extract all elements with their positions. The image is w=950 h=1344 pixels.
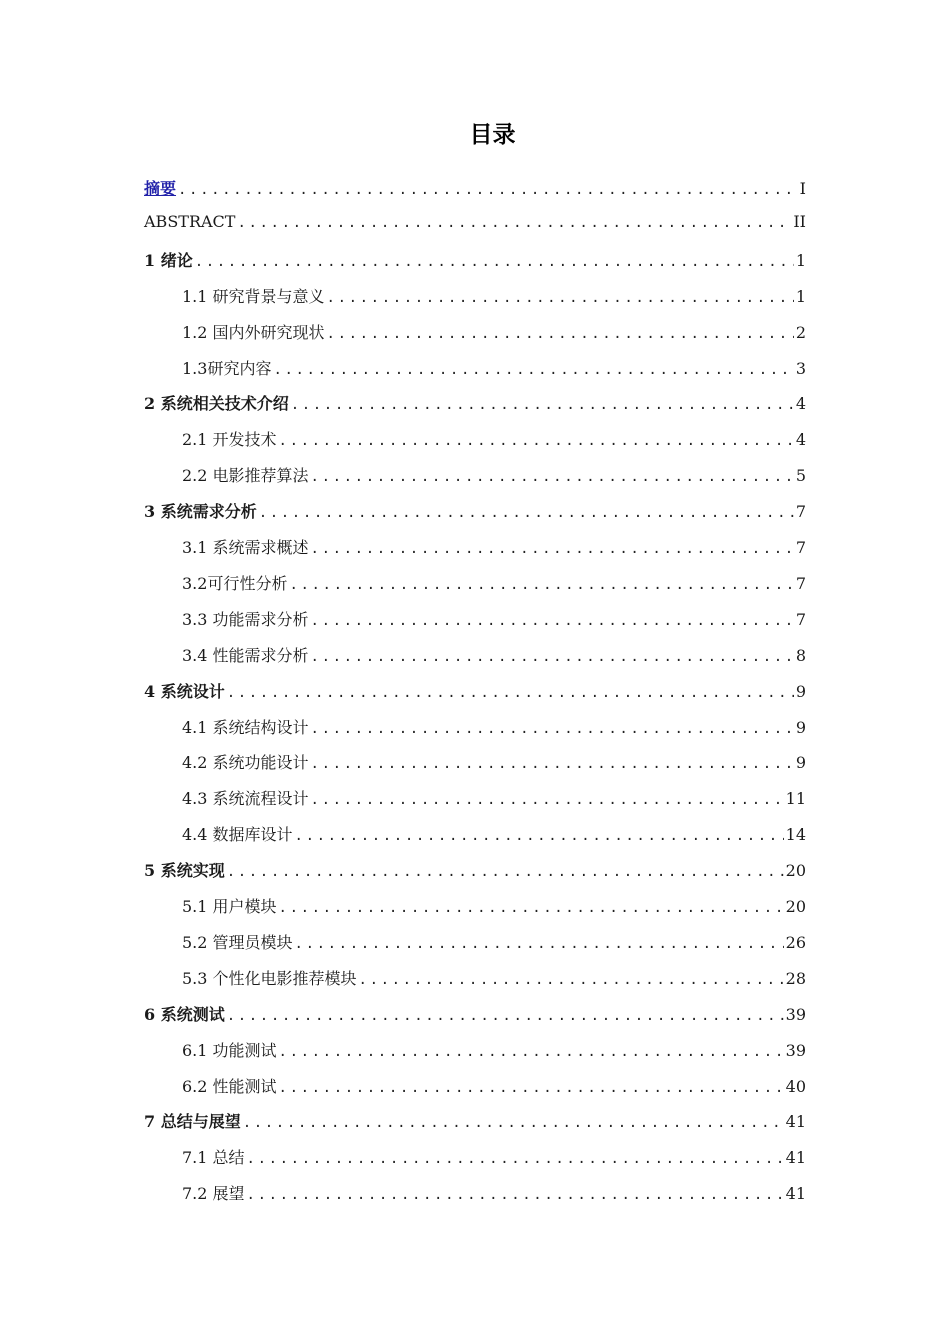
- toc-page-number: 26: [785, 932, 806, 952]
- toc-dot-leader: [311, 721, 794, 737]
- toc-dot-leader: [327, 326, 794, 342]
- toc-entry[interactable]: [182, 320, 806, 354]
- toc-dot-leader: [227, 685, 794, 701]
- toc-entry-title: 6.2 性能测试: [182, 1076, 277, 1096]
- toc-entry-title: 5.2 管理员模块: [182, 932, 293, 952]
- toc-page-number: 41: [785, 1112, 806, 1132]
- toc-entry[interactable]: [182, 894, 806, 928]
- toc-page-number: 7: [795, 538, 806, 557]
- toc-page-number: 39: [785, 1004, 806, 1024]
- toc-entry-title: 3.3 功能需求分析: [182, 609, 309, 629]
- toc-entry-title: 1.2 国内外研究现状: [182, 322, 325, 342]
- toc-entry-title: ABSTRACT: [144, 211, 236, 231]
- toc-page-number: 39: [785, 1040, 806, 1060]
- toc-entry[interactable]: [182, 571, 806, 605]
- toc-entry-title: 1 绪论: [144, 250, 193, 270]
- toc-entry[interactable]: [182, 607, 806, 641]
- toc-dot-leader: [178, 182, 798, 198]
- toc-entry[interactable]: [144, 1109, 806, 1143]
- toc-entry[interactable]: [182, 786, 806, 820]
- toc-page-number: 1: [795, 286, 806, 306]
- toc-dot-leader: [311, 613, 794, 629]
- toc-entry[interactable]: [182, 715, 806, 749]
- toc-page-number: 7: [795, 502, 806, 522]
- toc-entry-title: 6.1 功能测试: [182, 1040, 277, 1060]
- toc-page-number: 4: [795, 394, 806, 414]
- toc-entry[interactable]: [144, 176, 806, 210]
- toc-entry-title: 3.1 系统需求概述: [182, 538, 309, 557]
- toc-page-number: 4: [795, 430, 806, 450]
- toc-dot-leader: [327, 290, 794, 306]
- toc-entry-title: 2 系统相关技术介绍: [144, 394, 289, 414]
- toc-entry[interactable]: [182, 750, 806, 784]
- toc-page-number: 9: [795, 717, 806, 737]
- toc-entry-title: 2.2 电影推荐算法: [182, 466, 309, 486]
- toc-entry[interactable]: [182, 356, 806, 390]
- toc-dot-leader: [295, 828, 784, 844]
- toc-entry[interactable]: [144, 248, 806, 282]
- toc-dot-leader: [311, 792, 784, 808]
- toc-entry-title: 1.1 研究背景与意义: [182, 286, 325, 306]
- toc-entry-title: 7.1 总结: [182, 1148, 245, 1168]
- toc-dot-leader: [279, 433, 794, 449]
- toc-page-number: 28: [785, 968, 806, 988]
- toc-entry[interactable]: [182, 1181, 806, 1215]
- toc-entry-title: 7.2 展望: [182, 1184, 245, 1204]
- toc-entry[interactable]: [144, 499, 806, 533]
- toc-dot-leader: [243, 1115, 784, 1131]
- toc-page-number: 40: [785, 1076, 806, 1096]
- toc-entry[interactable]: [182, 1074, 806, 1108]
- toc-entry-title: 5.3 个性化电影推荐模块: [182, 968, 357, 988]
- toc-dot-leader: [311, 756, 794, 772]
- toc-page-number: 41: [785, 1148, 806, 1168]
- toc-page-number: 2: [795, 322, 806, 342]
- toc-dot-leader: [291, 397, 794, 413]
- toc-dot-leader: [237, 215, 791, 231]
- toc-entry-title: 4 系统设计: [144, 681, 225, 701]
- toc-entry-title: 4.3 系统流程设计: [182, 789, 309, 809]
- toc-entry-title: 2.1 开发技术: [182, 430, 277, 450]
- toc-page-number: 20: [785, 861, 806, 881]
- toc-page-number: II: [793, 211, 806, 231]
- toc-dot-leader: [359, 972, 784, 988]
- toc-entry-title: 4.4 数据库设计: [182, 825, 293, 845]
- toc-entry-title: 5.1 用户模块: [182, 897, 277, 916]
- toc-entry-title: 6 系统测试: [144, 1004, 225, 1024]
- toc-dot-leader: [227, 1008, 784, 1024]
- toc-dot-leader: [279, 1080, 784, 1096]
- toc-entry-title: 3 系统需求分析: [144, 502, 257, 522]
- toc-entry[interactable]: [182, 1145, 806, 1179]
- toc-dot-leader: [195, 254, 794, 270]
- toc-entry[interactable]: [182, 1038, 806, 1072]
- toc-dot-leader: [311, 649, 794, 665]
- toc-entry[interactable]: [182, 535, 806, 569]
- toc-entry[interactable]: [182, 463, 806, 497]
- toc-entry[interactable]: [144, 212, 806, 246]
- toc-dot-leader: [279, 1044, 784, 1060]
- toc-page-number: 1: [795, 250, 806, 270]
- toc-page-number: I: [799, 179, 806, 198]
- toc-page-number: 11: [785, 789, 806, 809]
- toc-entry[interactable]: [182, 427, 806, 461]
- toc-entry[interactable]: [182, 284, 806, 318]
- toc-entry[interactable]: [144, 391, 806, 425]
- toc-page-number: 7: [795, 573, 806, 593]
- toc-entry-title: 4.2 系统功能设计: [182, 753, 309, 773]
- toc-entry-title[interactable]: 摘要: [144, 179, 177, 198]
- toc-entry-title: 5 系统实现: [144, 861, 225, 881]
- toc-entry-title: 1.3研究内容: [182, 358, 272, 378]
- toc-page-number: 8: [795, 645, 806, 665]
- toc-page-number: 3: [795, 358, 806, 378]
- toc-dot-leader: [289, 577, 793, 593]
- toc-dot-leader: [247, 1151, 784, 1167]
- toc-dot-leader: [227, 864, 784, 880]
- toc-page-number: 14: [785, 825, 806, 845]
- toc-page-number: 20: [785, 897, 806, 916]
- toc-page-number: 7: [795, 609, 806, 629]
- toc-entry-title: 7 总结与展望: [144, 1112, 241, 1132]
- toc-entry[interactable]: [144, 1002, 806, 1036]
- toc-page-number: 9: [795, 753, 806, 773]
- toc-dot-leader: [295, 936, 784, 952]
- toc-page-number: 9: [795, 681, 806, 701]
- toc-entry[interactable]: [182, 930, 806, 964]
- toc-title: 目录: [469, 122, 516, 148]
- toc-page-number: 41: [785, 1184, 806, 1204]
- toc-dot-leader: [279, 900, 784, 916]
- toc-dot-leader: [311, 469, 794, 485]
- toc-entry[interactable]: [144, 679, 806, 713]
- toc-entry-title: 3.4 性能需求分析: [182, 645, 309, 665]
- toc-entry-title: 4.1 系统结构设计: [182, 717, 309, 737]
- toc-dot-leader: [311, 541, 794, 557]
- toc-dot-leader: [273, 362, 793, 378]
- toc-entry[interactable]: [144, 858, 806, 892]
- toc-dot-leader: [259, 505, 794, 521]
- toc-dot-leader: [247, 1187, 784, 1203]
- toc-entry-title: 3.2可行性分析: [182, 573, 288, 593]
- toc-entry[interactable]: [182, 643, 806, 677]
- toc-page-number: 5: [795, 466, 806, 486]
- toc-entry[interactable]: [182, 822, 806, 856]
- toc-entry[interactable]: [182, 966, 806, 1000]
